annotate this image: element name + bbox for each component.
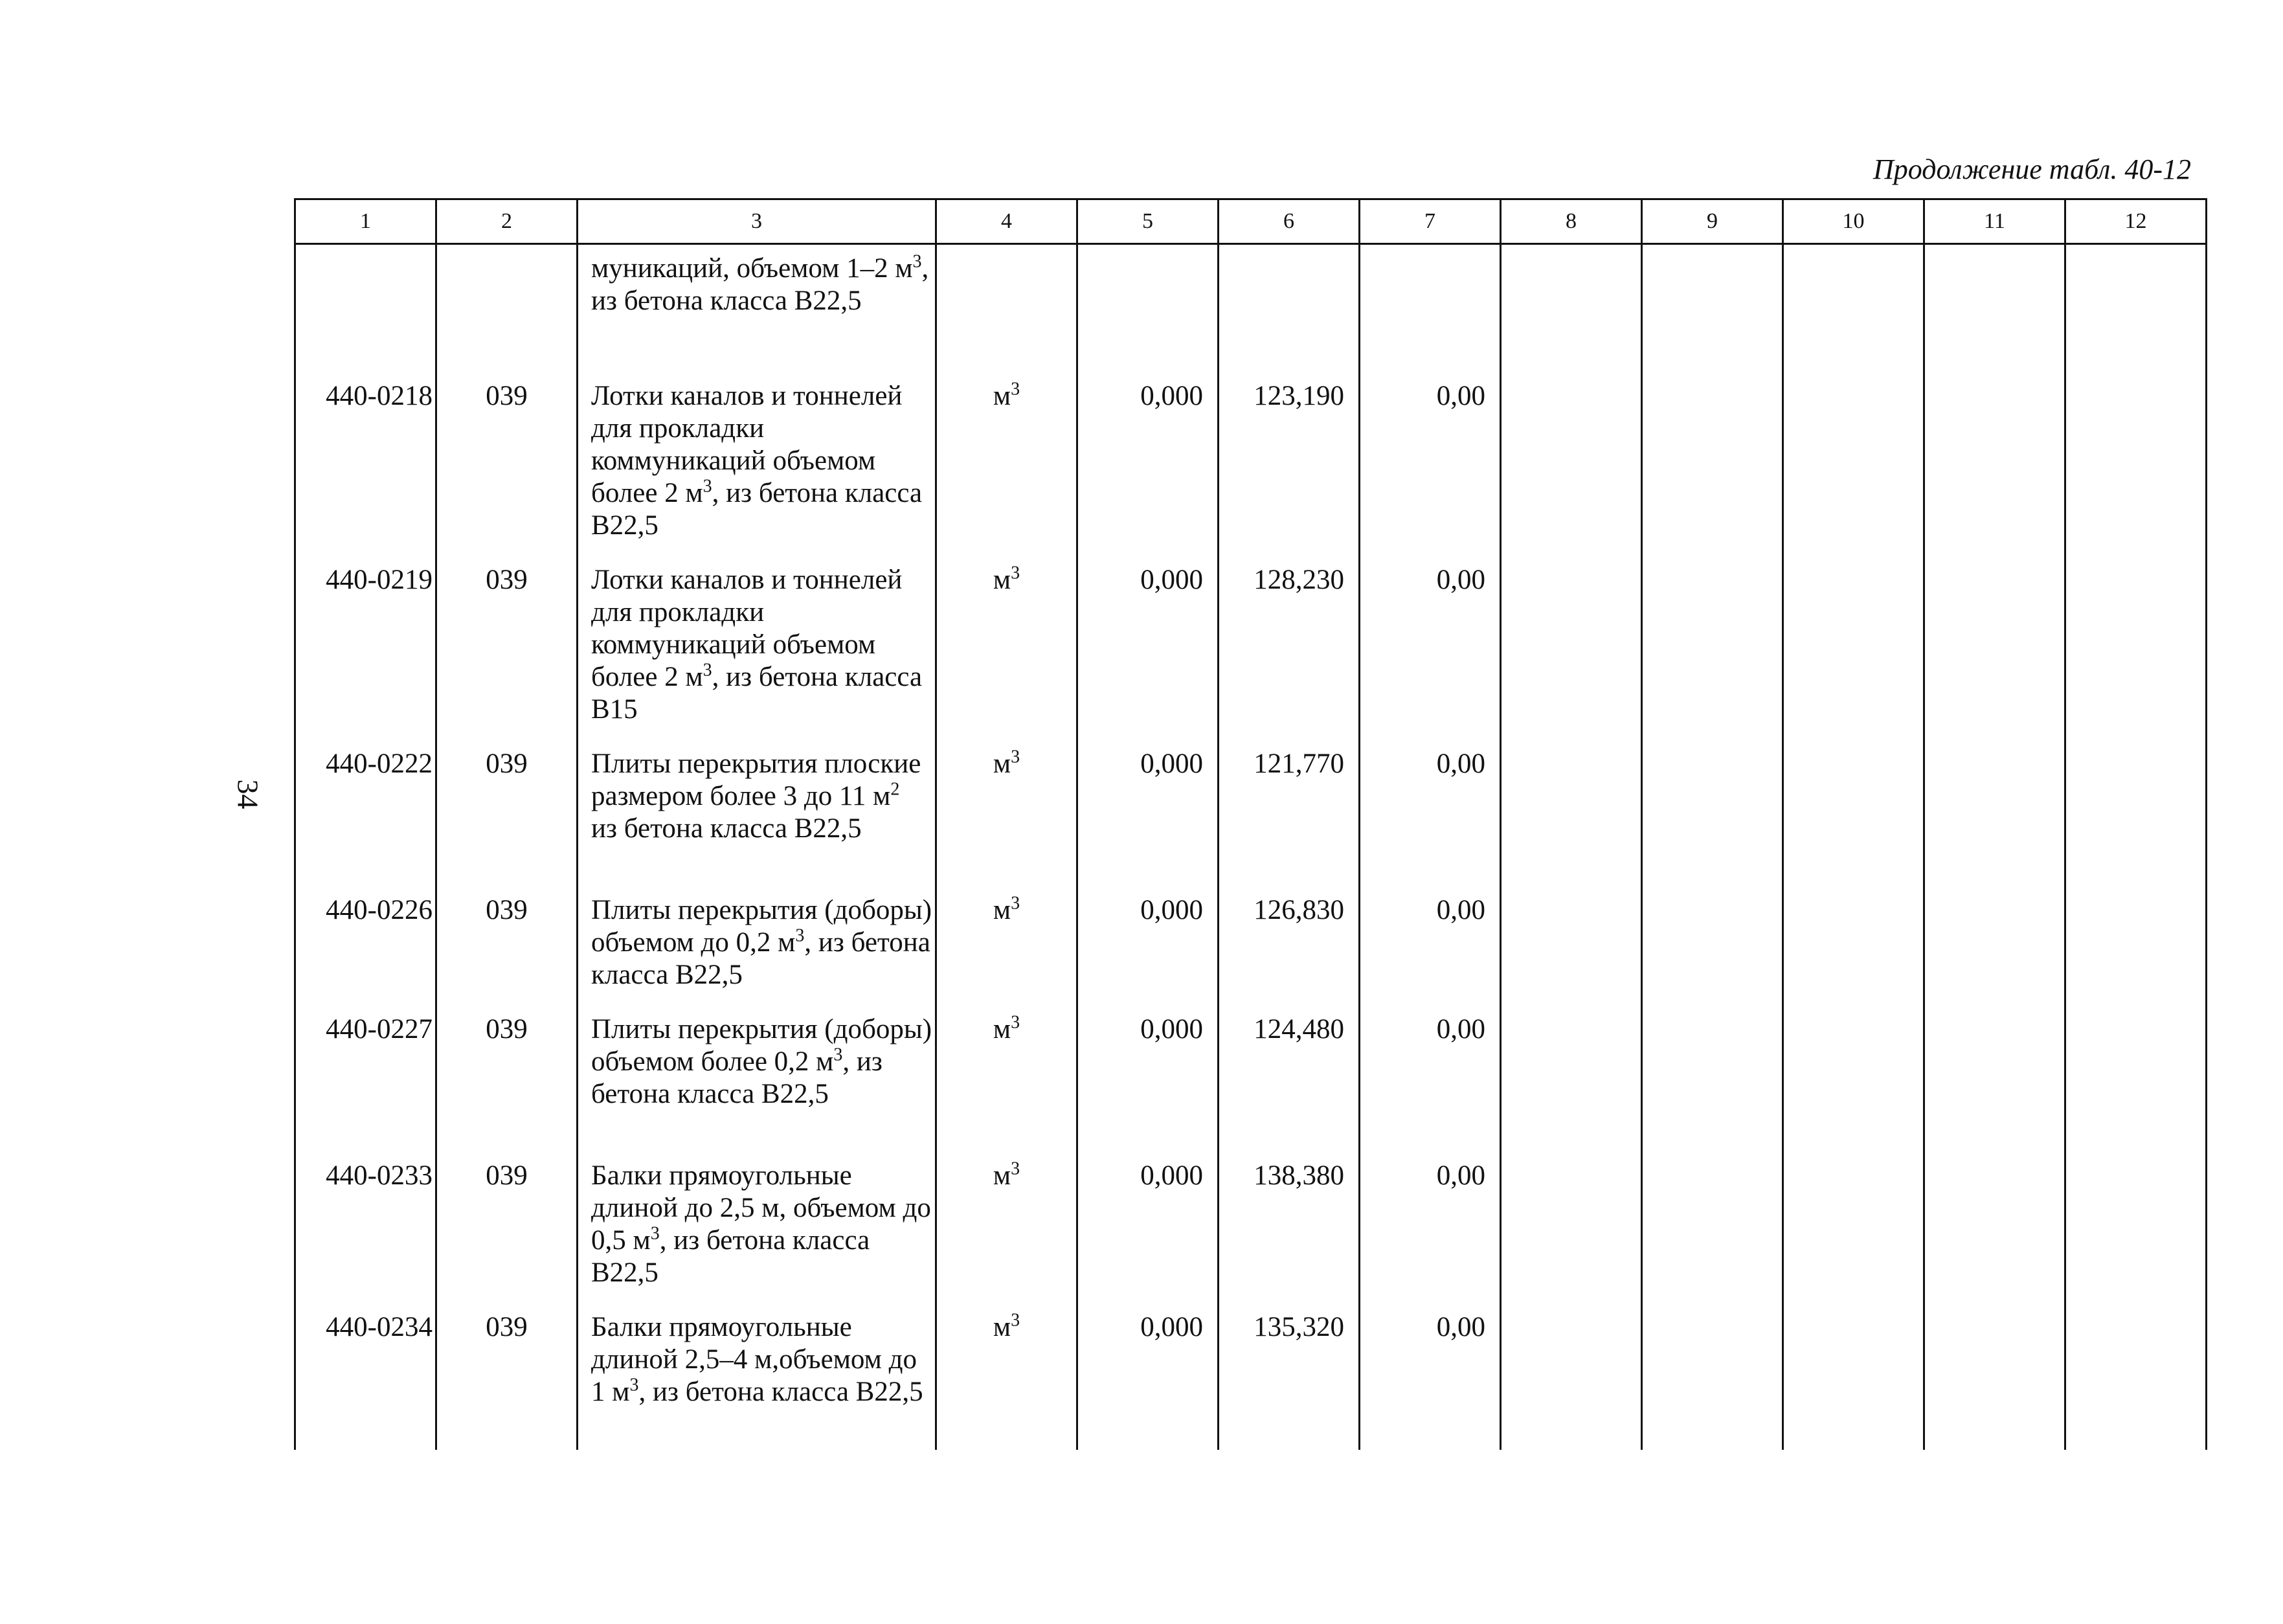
header-cell: 11 [1924, 199, 2065, 244]
header-cell: 10 [1783, 199, 1924, 244]
code-cell: 440-0218 [295, 372, 436, 556]
empty-cell [2065, 1006, 2207, 1152]
code-cell: 440-0233 [295, 1152, 436, 1303]
price-table [294, 198, 2207, 1450]
header-cell: 2 [436, 199, 578, 244]
table-row [295, 1152, 2207, 1303]
code-cell: 440-0227 [295, 1006, 436, 1152]
unit-cell: $м^3$ [936, 1303, 1077, 1450]
value-cell: 138,380 [1219, 1152, 1360, 1303]
code-cell: 440-0226 [295, 886, 436, 1006]
header-row [295, 199, 2207, 244]
empty-cell [2065, 556, 2207, 740]
value-cell: 0,00 [1360, 372, 1501, 556]
empty-cell [1924, 740, 2065, 886]
value-cell: 124,480 [1219, 1006, 1360, 1152]
value-cell: 0,000 [1077, 1152, 1219, 1303]
name-cell: муникаций, объемом 1–2 $м^3$, из бетона класса В22,5 [578, 244, 936, 372]
value-cell: 0,000 [1077, 1006, 1219, 1152]
group-cell: 039 [436, 1303, 578, 1450]
value-cell: 0,00 [1360, 1152, 1501, 1303]
value-cell: 128,230 [1219, 556, 1360, 740]
group-cell: 039 [436, 372, 578, 556]
empty-cell [1924, 1152, 2065, 1303]
table-row [295, 1006, 2207, 1152]
name-cell: Балки прямоугольные длиной до 2,5 м, объемом до 0,5 $м^3$, из бетона класса В22,5 [578, 1152, 936, 1303]
empty-cell [1642, 1303, 1783, 1450]
header-cell: 8 [1501, 199, 1642, 244]
unit-cell: $м^3$ [936, 1152, 1077, 1303]
header-cell: 9 [1642, 199, 1783, 244]
value-cell: 0,00 [1360, 740, 1501, 886]
header-cell: 3 [578, 199, 936, 244]
unit-cell: $м^3$ [936, 740, 1077, 886]
empty-cell [2065, 372, 2207, 556]
empty-cell [1642, 1152, 1783, 1303]
unit-cell: $м^3$ [936, 556, 1077, 740]
value-cell [1360, 244, 1501, 372]
empty-cell [1783, 1006, 1924, 1152]
value-cell: 0,00 [1360, 886, 1501, 1006]
table-row [295, 372, 2207, 556]
header-cell: 12 [2065, 199, 2207, 244]
table-continuation-caption: Продолжение табл. 40-12 [1873, 153, 2191, 185]
value-cell: 0,000 [1077, 1303, 1219, 1450]
value-cell: 0,000 [1077, 740, 1219, 886]
value-cell: 0,000 [1077, 372, 1219, 556]
group-cell [436, 244, 578, 372]
value-cell: 0,00 [1360, 1006, 1501, 1152]
table-row [295, 740, 2207, 886]
unit-cell [936, 244, 1077, 372]
group-cell: 039 [436, 886, 578, 1006]
empty-cell [1501, 372, 1642, 556]
empty-cell [1501, 1303, 1642, 1450]
empty-cell [1924, 556, 2065, 740]
name-cell: Лотки каналов и тоннелей для прокладки коммуникаций объемом более 2 $м^3$, из бетона класса В22,5 [578, 372, 936, 556]
header-cell: 7 [1360, 199, 1501, 244]
empty-cell [1501, 740, 1642, 886]
empty-cell [1924, 244, 2065, 372]
empty-cell [1642, 556, 1783, 740]
empty-cell [1642, 372, 1783, 556]
group-cell: 039 [436, 1152, 578, 1303]
empty-cell [2065, 740, 2207, 886]
empty-cell [2065, 1152, 2207, 1303]
table-row [295, 1303, 2207, 1450]
empty-cell [1783, 886, 1924, 1006]
code-cell: 440-0219 [295, 556, 436, 740]
empty-cell [1783, 372, 1924, 556]
code-cell: 440-0222 [295, 740, 436, 886]
table-row [295, 244, 2207, 372]
code-cell [295, 244, 436, 372]
empty-cell [2065, 886, 2207, 1006]
header-cell: 6 [1219, 199, 1360, 244]
empty-cell [1501, 886, 1642, 1006]
value-cell [1219, 244, 1360, 372]
empty-cell [1924, 886, 2065, 1006]
name-cell: Плиты перекрытия (доборы) объемом более 0,2 $м^3$, из бетона класса В22,5 [578, 1006, 936, 1152]
empty-cell [1501, 1152, 1642, 1303]
value-cell: 0,000 [1077, 556, 1219, 740]
empty-cell [1783, 556, 1924, 740]
value-cell: 0,000 [1077, 886, 1219, 1006]
group-cell: 039 [436, 1006, 578, 1152]
value-cell: 0,00 [1360, 556, 1501, 740]
empty-cell [1501, 556, 1642, 740]
name-cell: Лотки каналов и тоннелей для прокладки коммуникаций объемом более 2 $м^3$, из бетона класса В15 [578, 556, 936, 740]
empty-cell [1924, 1006, 2065, 1152]
name-cell: Плиты перекрытия (доборы) объемом до 0,2 $м^3$, из бетона класса В22,5 [578, 886, 936, 1006]
empty-cell [1783, 244, 1924, 372]
name-cell: Плиты перекрытия плоские размером более 3 до 11 $м^2$ из бетона класса В22,5 [578, 740, 936, 886]
empty-cell [1642, 244, 1783, 372]
unit-cell: $м^3$ [936, 372, 1077, 556]
header-cell: 5 [1077, 199, 1219, 244]
name-cell: Балки прямоугольные длиной 2,5–4 м,объемом до 1 $м^3$, из бетона класса В22,5 [578, 1303, 936, 1450]
empty-cell [2065, 1303, 2207, 1450]
empty-cell [1924, 372, 2065, 556]
empty-cell [1642, 886, 1783, 1006]
empty-cell [1501, 244, 1642, 372]
value-cell: 121,770 [1219, 740, 1360, 886]
header-cell: 1 [295, 199, 436, 244]
empty-cell [1642, 740, 1783, 886]
code-cell: 440-0234 [295, 1303, 436, 1450]
empty-cell [1783, 1303, 1924, 1450]
empty-cell [1642, 1006, 1783, 1152]
table-row [295, 886, 2207, 1006]
empty-cell [1924, 1303, 2065, 1450]
empty-cell [1783, 740, 1924, 886]
table-row [295, 556, 2207, 740]
empty-cell [1783, 1152, 1924, 1303]
empty-cell [2065, 244, 2207, 372]
unit-cell: $м^3$ [936, 1006, 1077, 1152]
page-number: 34 [231, 779, 265, 809]
value-cell: 126,830 [1219, 886, 1360, 1006]
empty-cell [1501, 1006, 1642, 1152]
value-cell: 135,320 [1219, 1303, 1360, 1450]
header-cell: 4 [936, 199, 1077, 244]
value-cell: 0,00 [1360, 1303, 1501, 1450]
value-cell: 123,190 [1219, 372, 1360, 556]
value-cell [1077, 244, 1219, 372]
group-cell: 039 [436, 740, 578, 886]
group-cell: 039 [436, 556, 578, 740]
unit-cell: $м^3$ [936, 886, 1077, 1006]
